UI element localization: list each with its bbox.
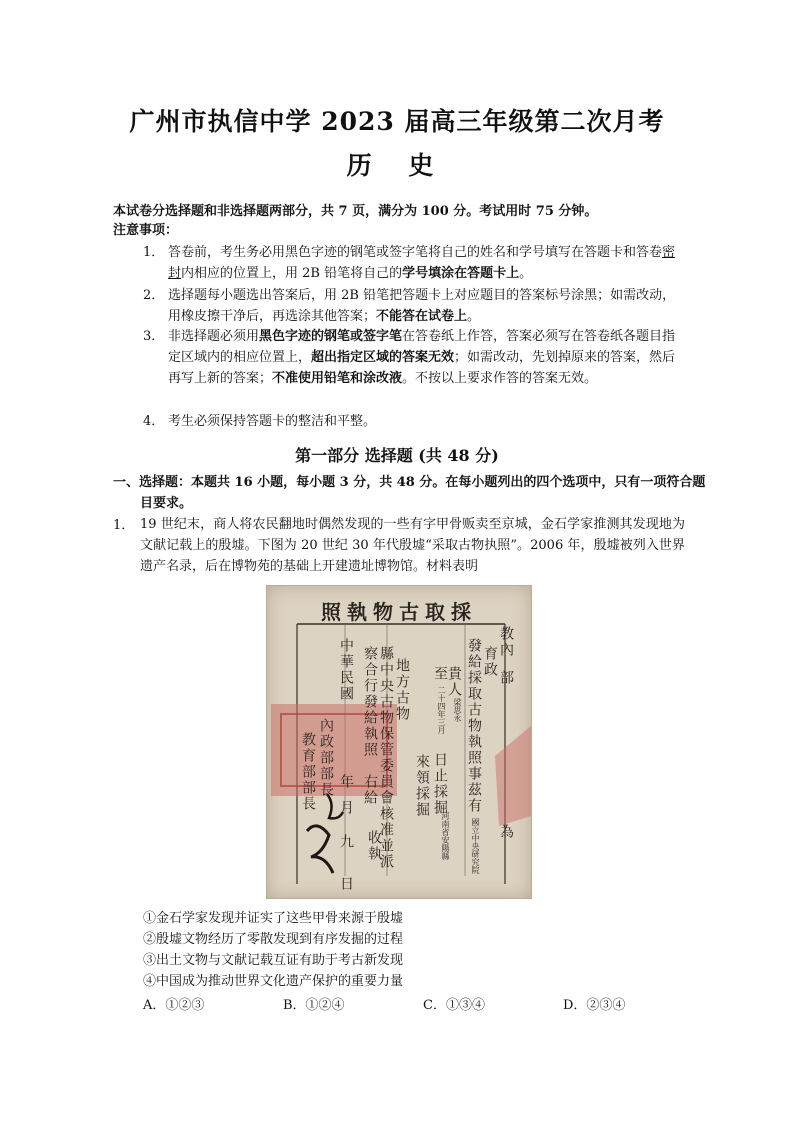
statement-2: ②殷墟文物经历了零散发现到有序发掘的过程	[143, 932, 404, 947]
license-small-col: 河南省安陽縣	[441, 812, 450, 860]
license-col: 縣中央古物保管委員會核准並派	[378, 646, 394, 870]
exam-intro: 本试卷分选择题和非选择题两部分，共 7 页，满分为 100 分。考试用时 75 分钟。	[113, 204, 598, 219]
license-col: 內政部部長	[318, 718, 334, 798]
notice-item-3	[143, 326, 688, 410]
notice-text: 选择题每小题选出答案后，用 2B 铅笔把答题卡上对应题目的答案标号涂黑；如需改动，用橡皮擦干净后，再选涂其他答案；不能答在试卷上。	[168, 288, 676, 324]
notice-number: 3．	[143, 329, 165, 344]
part-one-heading: 第一部分 选择题 (共 48 分)	[295, 446, 499, 465]
license-col: 察合行發給執照	[362, 646, 378, 758]
section-one-instructions: 一、选择题：本题共 16 小题，每小题 3 分，共 48 分。在每小题列出的四个选项中，只有一项符合题目要求。	[113, 475, 706, 511]
option-a[interactable]: A．①②③	[143, 998, 205, 1013]
excavation-license-image	[266, 585, 532, 899]
license-col: 部	[498, 670, 514, 686]
option-b[interactable]: B．①②④	[283, 998, 345, 1013]
license-col: 日止採掘	[432, 752, 448, 816]
statement-1: ①金石学家发现并证实了这些甲骨来源于殷墟	[143, 911, 404, 926]
license-col: 教育部部長	[300, 732, 316, 812]
license-small-col: 國立中央研究院	[471, 818, 480, 874]
option-d[interactable]: D．②③④	[563, 998, 626, 1013]
license-col: 至	[432, 666, 448, 682]
notice-title: 注意事项：	[113, 223, 179, 238]
statement-3: ③出土文物与文献记载互证有助于考古新发现	[143, 953, 404, 968]
notice-text: 非选择题必须用黑色字迹的钢笔或签字笔在答卷纸上作答，答案必须写在答卷纸各题目指定区域内的相应位置上，超出指定区域的答案无效；如需改动，先划掉原来的答案，然后再写上新的答案；不准使用铅笔和涂改液。不按以上要求作答的答案无效。	[168, 329, 676, 386]
license-col: 為	[498, 824, 514, 840]
notice-text: 答卷前，考生务必用黑色字迹的钢笔或签字笔将自己的姓名和学号填写在答题卡和答卷密封内相应的位置上，用 2B 铅笔将自己的学号填涂在答题卡上。	[168, 245, 676, 281]
license-col: 日	[338, 876, 354, 892]
statement-4: ④中国成为推动世界文化遗产保护的重要力量	[143, 974, 404, 989]
option-c[interactable]: C．①③④	[423, 998, 485, 1013]
license-col: 地方古物	[394, 658, 410, 722]
license-col: 發給採取古物執照事茲有	[466, 638, 482, 814]
subject-title: 历 史	[346, 151, 448, 180]
notice-item-2	[143, 285, 688, 327]
license-col: 教內	[498, 626, 514, 658]
notice-item-1	[143, 242, 688, 284]
question-number: 1．	[113, 518, 135, 533]
notice-number: 1．	[143, 245, 165, 260]
license-col: 中華民國	[338, 638, 354, 702]
notice-number: 4．	[143, 414, 165, 429]
license-col: 年	[338, 774, 354, 790]
license-small-col: 梁思永	[453, 698, 462, 722]
corner-seal-stamp	[495, 726, 531, 826]
license-header: 照執物古取採	[321, 600, 477, 624]
notice-number: 2．	[143, 288, 165, 303]
handwritten-signature	[307, 826, 333, 873]
notice-item-4	[143, 411, 688, 432]
license-col: 育政	[482, 646, 498, 678]
exam-title: 广州市执信中学 2023 届高三年级第二次月考	[129, 107, 665, 136]
license-col: 收執	[366, 830, 382, 862]
question-stem: 19 世纪末，商人将农民翻地时偶然发现的一些有字甲骨贩卖至京城，金石学家推测其发现地为文献记载上的殷墟。下图为 20 世纪 30 年代殷墟“采取古物执照”。2006 年，殷墟被列入世界遗产名录，后在博物苑的基础上开建遗址博物馆。材料表明	[140, 517, 685, 574]
license-small-col: 二十四年三月	[437, 686, 446, 734]
license-col: 來領採掘	[414, 754, 430, 818]
notice-text: 考生必须保持答题卡的整洁和平整。	[168, 414, 377, 429]
license-col: 右給	[362, 774, 378, 806]
license-col: 九	[338, 834, 354, 850]
license-col: 貴人	[446, 666, 462, 698]
license-col: 月	[338, 800, 354, 816]
